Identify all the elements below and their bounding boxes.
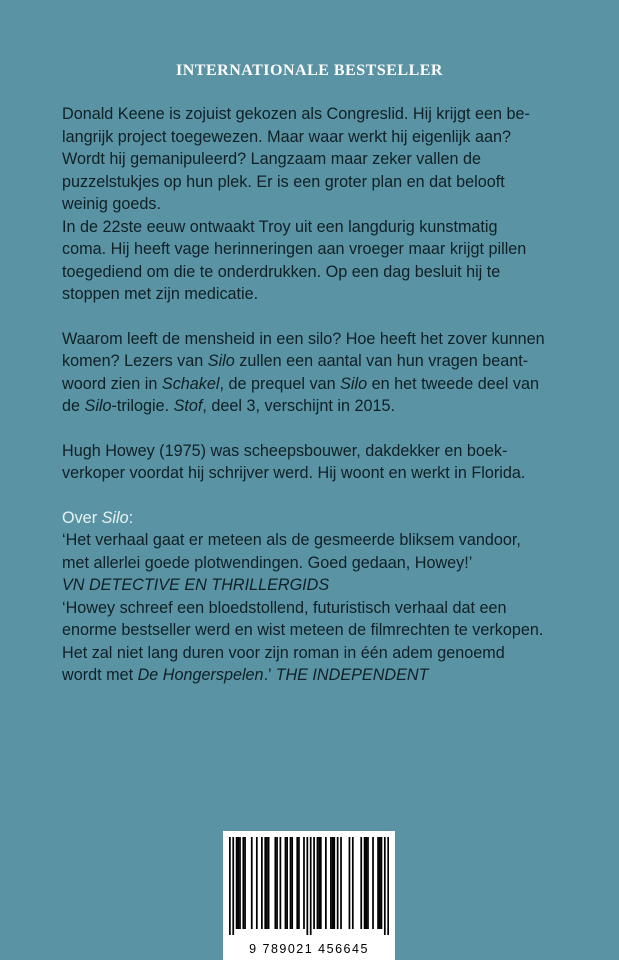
- barcode-bar: [384, 837, 386, 935]
- quote-line: ‘Howey schreef een bloedstollend, futuristisch verhaal dat een: [62, 598, 507, 617]
- text-line: In de 22ste eeuw ontwaakt Troy uit een langdurig kunstmatig: [62, 217, 498, 236]
- synopsis-paragraph-1: [62, 103, 582, 216]
- text-line: Waarom leeft de mensheid in een silo? Hoe heeft het zover kunnen: [62, 329, 545, 348]
- barcode-bar: [232, 837, 234, 935]
- paragraph-gap: [62, 306, 582, 328]
- barcode-bar: [340, 837, 342, 929]
- barcode-bar: [251, 837, 253, 929]
- barcode-bar: [298, 837, 300, 929]
- barcode-bar: [372, 837, 374, 929]
- barcode-bar: [261, 837, 263, 929]
- text-fragment: wordt met: [62, 666, 138, 684]
- barcode-bar: [330, 837, 332, 929]
- text-fragment: woord zien in: [62, 374, 162, 393]
- series-paragraph: [62, 328, 582, 418]
- barcode-bar: [285, 837, 287, 929]
- quote-line: Het zal niet lang duren voor zijn roman in één adem genoemd: [62, 643, 505, 662]
- blurb-text: [62, 103, 582, 687]
- title-silo: Silo: [340, 374, 368, 393]
- barcode-bar: [337, 837, 339, 929]
- barcode-bar: [291, 837, 293, 929]
- text-fragment: , deel 3, verschijnt in 2015.: [202, 397, 395, 415]
- barcode-bar: [239, 837, 241, 929]
- text-fragment: Over: [62, 508, 102, 527]
- title-schakel: Schakel: [161, 374, 220, 393]
- isbn-barcode: [223, 831, 395, 960]
- barcode-bar: [256, 837, 258, 929]
- barcode-bar: [310, 837, 312, 935]
- text-fragment: .’: [263, 666, 276, 684]
- barcode-bar: [313, 837, 315, 929]
- barcode-bar: [236, 837, 238, 929]
- text-line: Donald Keene is zojuist gekozen als Congreslid. Hij krijgt een be-: [62, 105, 530, 123]
- text-line: verkoper voordat hij schrijver werd. Hij woont en werkt in Florida.: [62, 464, 526, 482]
- isbn-digits: 9 789021 456645: [249, 942, 369, 956]
- barcode-bar: [280, 837, 282, 929]
- text-line: puzzelstukjes op hun plek. Er is een groter plan en dat belooft: [62, 172, 505, 191]
- barcode-bar: [352, 837, 354, 929]
- quote-source: VN DETECTIVE EN THRILLERGIDS: [62, 576, 330, 594]
- barcode-bar: [381, 837, 383, 929]
- barcode-bar: [377, 837, 379, 929]
- text-fragment: :: [128, 508, 134, 527]
- barcode-bars: [229, 837, 389, 935]
- quote-line: met allerlei goede plotwendingen. Goed gedaan, Howey!’: [62, 553, 473, 572]
- barcode-bar: [317, 837, 319, 929]
- barcode-bar: [268, 837, 270, 929]
- text-fragment: zullen een aantal van hun vragen beant-: [234, 352, 529, 370]
- text-fragment: , de prequel van: [219, 374, 341, 393]
- barcode-bar: [290, 837, 292, 929]
- review-quotes: [62, 507, 582, 687]
- barcode-bar: [306, 837, 308, 935]
- barcode-bar: [318, 837, 320, 929]
- barcode-bar: [360, 837, 362, 929]
- barcode-bar: [349, 837, 351, 929]
- barcode-bar: [387, 837, 389, 935]
- barcode-bar: [237, 837, 239, 929]
- quotes-label: [62, 509, 133, 527]
- quote-line: ‘Het verhaal gaat er meteen als de gesmeerde bliksem vandoor,: [62, 531, 521, 549]
- text-line: coma. Hij heeft vage herinneringen aan vroeger maar krijgt pillen: [62, 240, 527, 258]
- paragraph-gap: [62, 418, 582, 440]
- synopsis-paragraph-2: [62, 216, 582, 306]
- text-line: stoppen met zijn medicatie.: [62, 285, 259, 303]
- text-fragment: de: [62, 397, 85, 415]
- barcode-bar: [266, 837, 268, 929]
- title-silo: Silo: [84, 397, 112, 415]
- barcode-bar: [333, 837, 335, 929]
- barcode-bar: [320, 837, 322, 929]
- barcode-bar: [367, 837, 369, 929]
- barcode-bar: [332, 837, 334, 929]
- text-fragment: en het tweede deel van: [367, 374, 539, 393]
- author-bio-paragraph: [62, 440, 582, 485]
- barcode-bar: [325, 837, 327, 929]
- title-silo: Silo: [207, 352, 235, 370]
- text-line: toegediend om die te onderdrukken. Op een dag besluit hij te: [62, 262, 501, 281]
- title-stof: Stof: [173, 397, 203, 415]
- title-de-hongerspelen: De Hongerspelen: [137, 666, 264, 684]
- title-silo: Silo: [101, 508, 129, 527]
- barcode-bar: [379, 837, 381, 929]
- text-line: langrijk project toegewezen. Maar waar werkt hij eigenlijk aan?: [62, 127, 511, 146]
- barcode-bar: [296, 837, 298, 929]
- header-bestseller: INTERNATIONALE BESTSELLER: [176, 62, 443, 79]
- text-fragment: -trilogie.: [111, 397, 174, 415]
- barcode-bar: [364, 837, 366, 929]
- barcode-bar: [303, 837, 305, 929]
- barcode-bar: [264, 837, 266, 929]
- paragraph-gap: [62, 485, 582, 507]
- quote-source: THE INDEPENDENT: [275, 666, 429, 684]
- text-fragment: komen? Lezers van: [62, 352, 208, 370]
- text-line: Wordt hij gemanipuleerd? Langzaam maar zeker vallen de: [62, 150, 482, 168]
- barcode-bar: [365, 837, 367, 929]
- barcode-bar: [274, 837, 276, 929]
- text-line: Hugh Howey (1975) was scheepsbouwer, dakdekker en boek-: [62, 441, 508, 460]
- barcode-bar: [286, 837, 288, 929]
- barcode-bar: [242, 837, 244, 929]
- text-line: weinig goeds.: [62, 195, 161, 213]
- quote-line: enorme bestseller werd en wist meteen de filmrechten te verkopen.: [62, 621, 544, 639]
- barcode-bar: [276, 837, 278, 929]
- barcode-bar: [244, 837, 246, 929]
- barcode-bar: [229, 837, 231, 935]
